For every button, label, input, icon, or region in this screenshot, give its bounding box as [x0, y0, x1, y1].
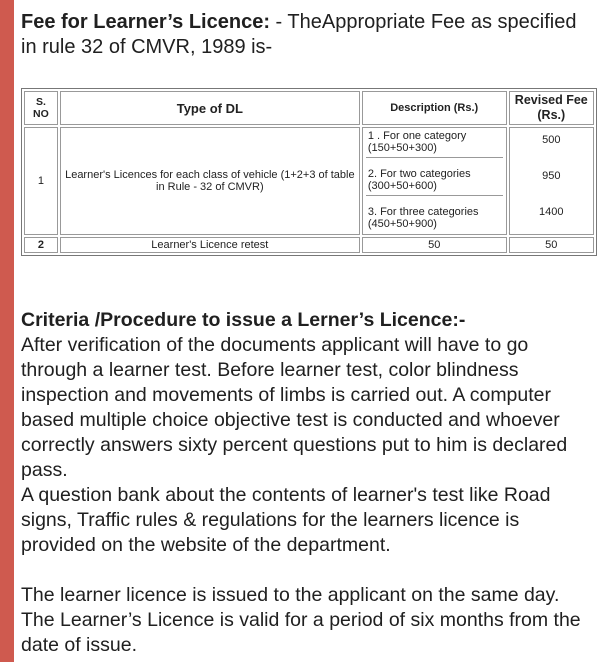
row1-fees	[509, 127, 594, 235]
fee-item-3: 1400	[539, 205, 564, 218]
row1-type: Learner's Licences for each class of vehicle (1+2+3 of table in Rule - 32 of CMVR)	[60, 127, 360, 235]
table-header-row	[24, 91, 594, 125]
desc-item-3: 3. For three categories (450+50+900)	[366, 195, 503, 233]
criteria-paragraph-3: The learner licence is issued to the applicant on the same day. The Learner’s Licence is valid for a period of six months from the date of issue.	[21, 584, 581, 656]
row1-sno: 1	[24, 127, 58, 235]
desc-item-1: 1 . For one category (150+50+300)	[367, 130, 467, 154]
row2-fee: 50	[509, 237, 594, 253]
fee-item-2: 950	[542, 169, 561, 182]
desc-item-2: 2. For two categories (300+50+600)	[366, 157, 503, 195]
fee-heading	[21, 10, 597, 60]
header-fee: Revised Fee (Rs.)	[509, 91, 594, 125]
header-type: Type of DL	[60, 91, 360, 125]
header-description: Description (Rs.)	[362, 91, 507, 125]
row2-sno: 2	[24, 237, 58, 253]
fee-heading-bold: Fee for Learner’s Licence:	[21, 11, 270, 33]
accent-side-bar	[0, 0, 14, 662]
fee-heading-rest: - TheAppropriate Fee as specified in rule 32 of CMVR, 1989 is-	[21, 11, 577, 58]
fee-table	[21, 88, 597, 256]
criteria-section	[21, 308, 597, 658]
header-sno: S. NO	[24, 91, 58, 125]
criteria-paragraph-2: A question bank about the contents of learner's test like Road signs, Traffic rules & regulations for the learners licence is provided on the website of the department.	[21, 484, 551, 556]
criteria-title: Criteria /Procedure to issue a Lerner’s Licence:-	[21, 309, 466, 331]
row2-desc: 50	[362, 237, 507, 253]
paragraph-gap	[21, 558, 597, 583]
fee-heading-block	[21, 10, 597, 60]
criteria-paragraph-1: After verification of the documents applicant will have to go through a learner test. Before learner test, color blindness inspection and movements of limbs is carried out. A computer based multiple choice objective test is conducted and whoever correctly answers sixty percent questions put to him is declared pass.	[21, 334, 568, 481]
row2-type: Learner's Licence retest	[60, 237, 360, 253]
fee-item-1: 500	[542, 133, 561, 146]
row1-descriptions	[362, 127, 507, 235]
table-row	[24, 237, 594, 253]
table-row	[24, 127, 594, 235]
